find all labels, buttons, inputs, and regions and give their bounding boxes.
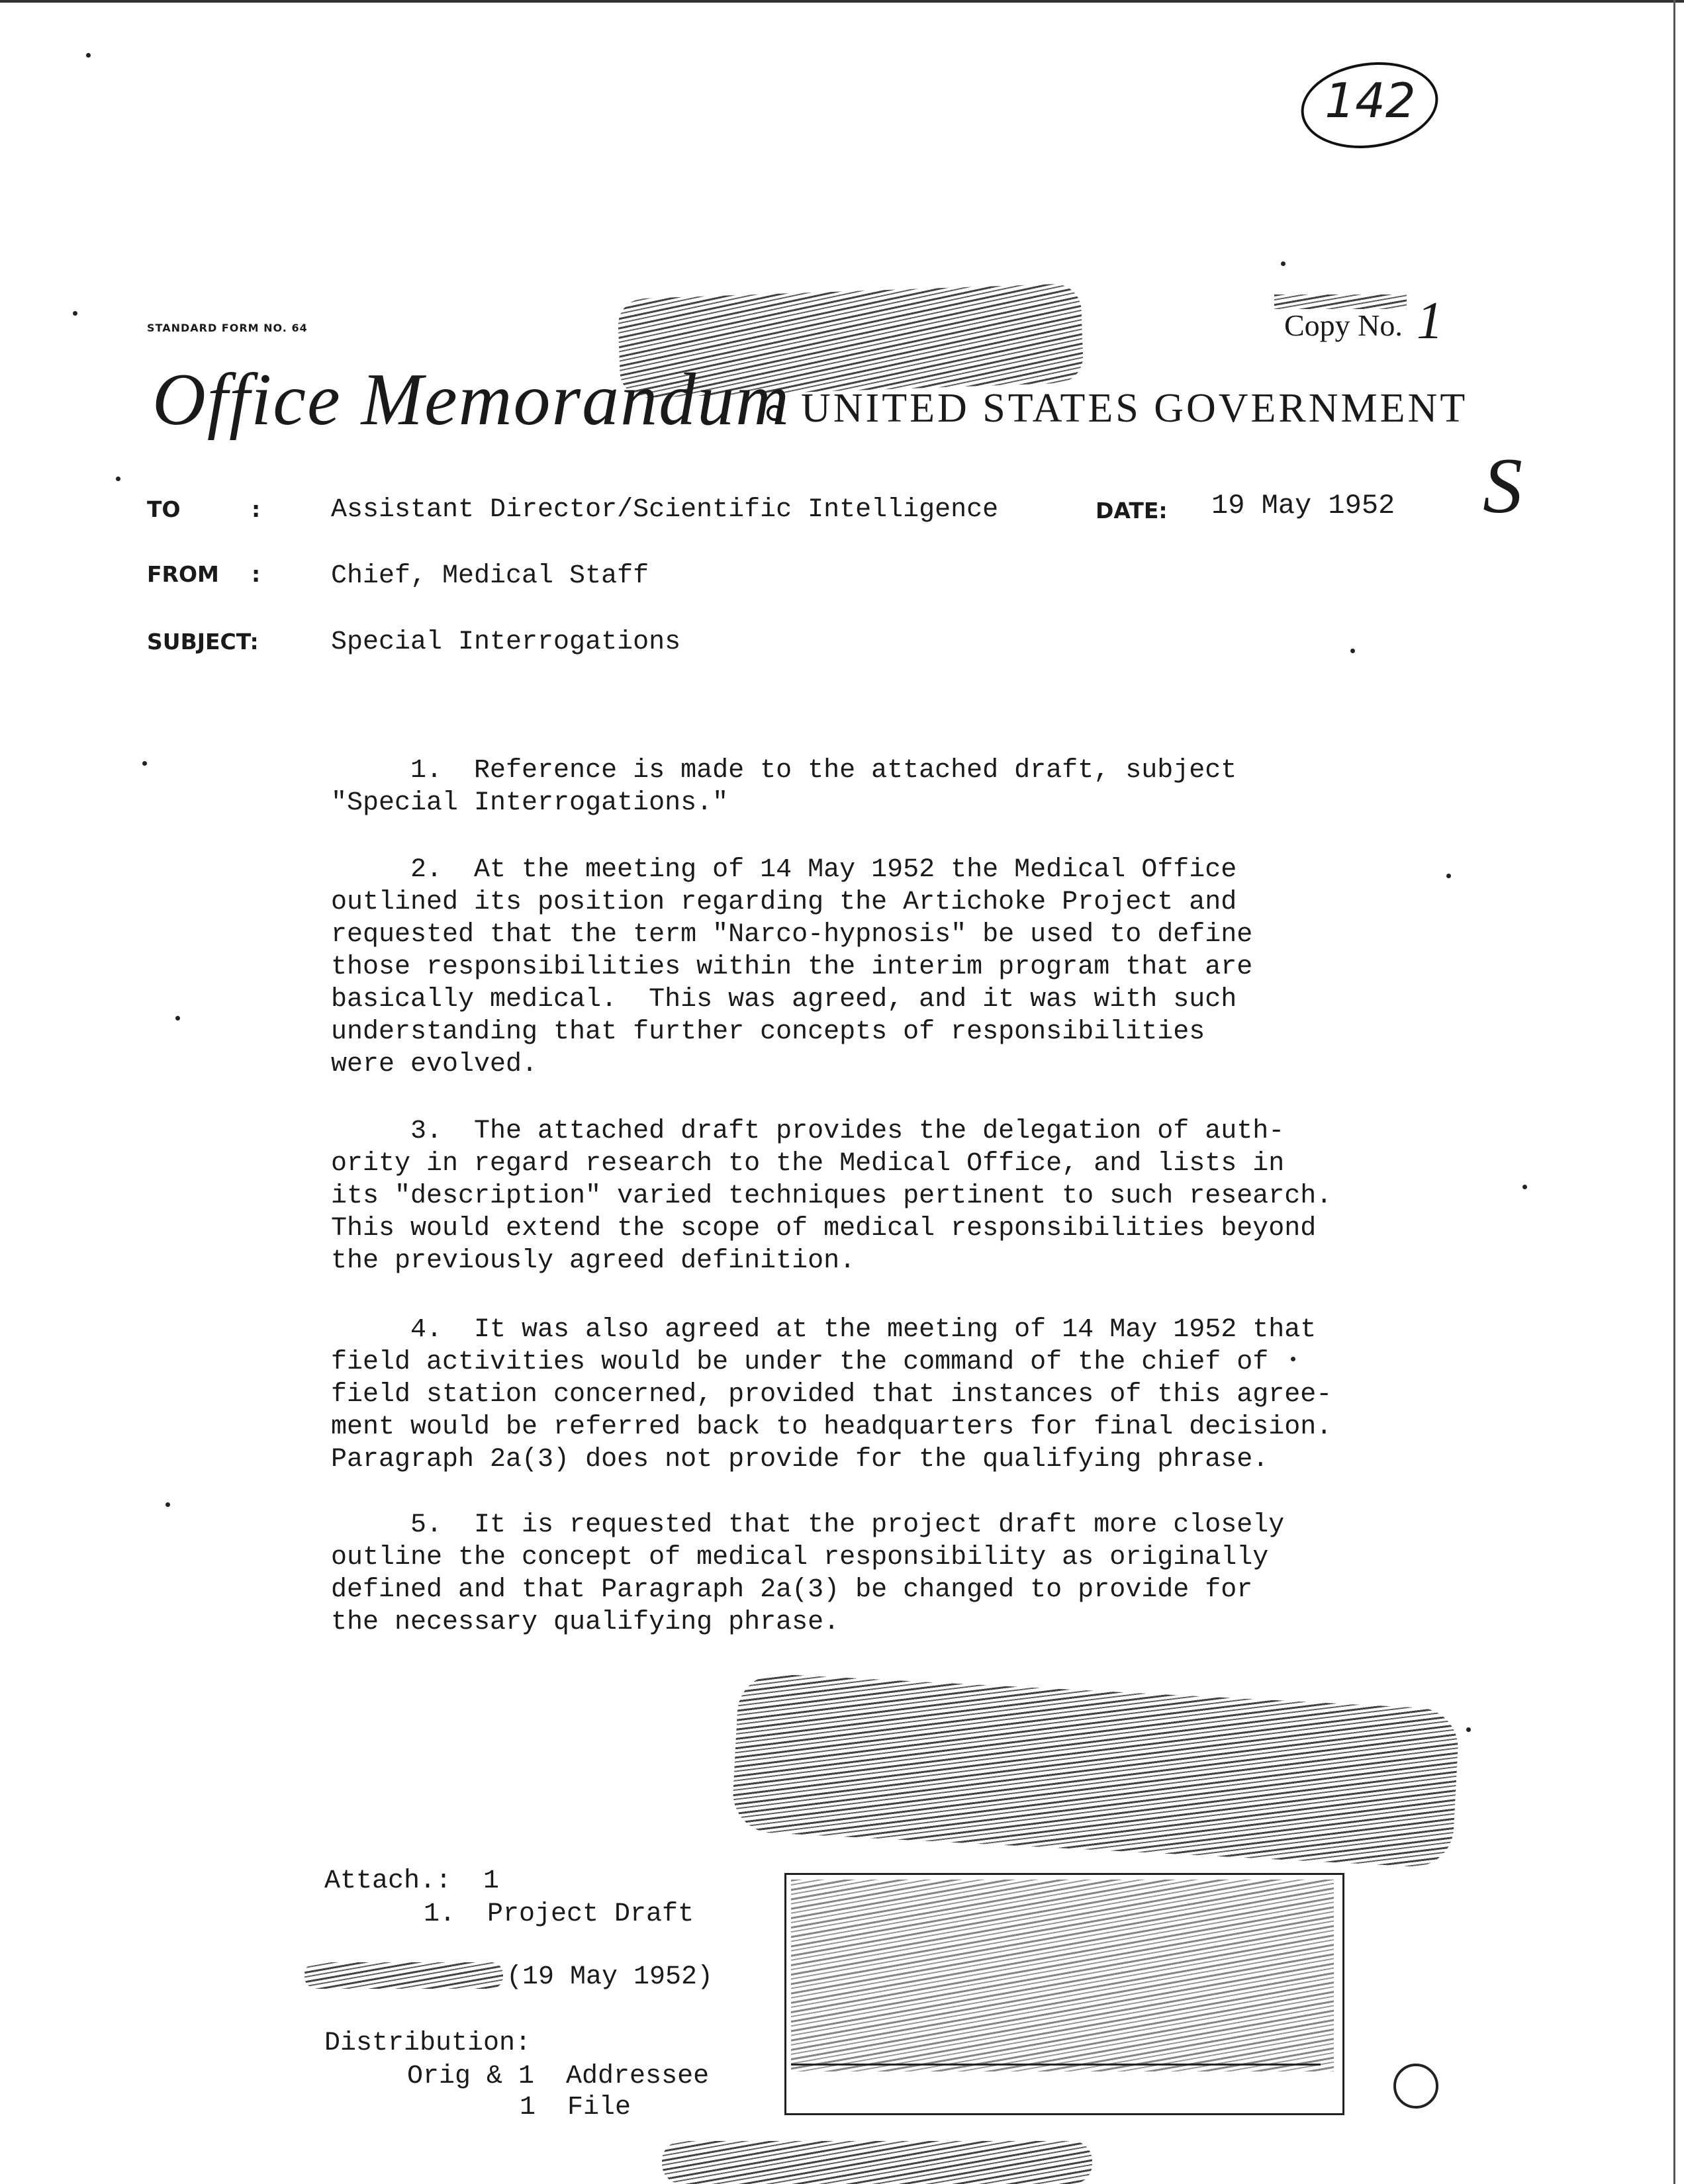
from-value: Chief, Medical Staff — [331, 561, 649, 591]
side-mark: S — [1483, 441, 1522, 529]
scan-speck — [1446, 874, 1451, 878]
subject-label: SUBJECT: — [147, 629, 259, 655]
scan-speck — [1291, 1357, 1295, 1361]
scan-speck — [1466, 1727, 1471, 1732]
redaction-bottom — [662, 2141, 1092, 2184]
stamp-rule — [791, 2064, 1321, 2066]
hand-circle-mark — [1393, 2064, 1438, 2109]
right-border-line — [1673, 0, 1675, 2184]
scan-speck — [86, 53, 91, 58]
memo-title-government: UNITED STATES GOVERNMENT — [801, 386, 1468, 431]
redaction-signature — [731, 1672, 1460, 1869]
scan-speck — [165, 1502, 170, 1507]
attach-item: 1. Project Draft — [424, 1899, 694, 1929]
date-value: 19 May 1952 — [1211, 490, 1395, 522]
paragraph-5: 5. It is requested that the project draft more closely outline the concept of medical responsibility as originally defined and that Paragraph 2a(3) be changed to provide for the necessary qualifying phrase. — [331, 1510, 1285, 1637]
distribution-label: Distribution: — [324, 2028, 532, 2058]
copy-label: Copy No. — [1284, 308, 1403, 342]
distribution-line-1: Orig & 1 Addressee — [407, 2062, 710, 2091]
form-number: STANDARD FORM NO. 64 — [147, 322, 308, 334]
redaction-copy — [1274, 295, 1407, 309]
title-bullet — [767, 405, 782, 421]
page-number: 142 — [1325, 73, 1416, 128]
scan-speck — [142, 761, 147, 766]
subject-value: Special Interrogations — [331, 627, 681, 657]
attach-line: Attach.: 1 — [324, 1866, 500, 1896]
scan-speck — [1522, 1185, 1527, 1189]
from-label: FROM — [147, 561, 219, 587]
paragraph-2: 2. At the meeting of 14 May 1952 the Medical Office outlined its position regarding the Artichoke Project and requested that the term "Narco-hypnosis" be used to define those responsibilities within the interim program that are basically medical. This was agreed, and it was with such understanding that further concepts of responsibilities were evolved. — [331, 855, 1253, 1079]
copy-number: 1 — [1417, 292, 1443, 350]
scan-speck — [1281, 261, 1286, 266]
from-colon: : — [252, 561, 261, 587]
attach-date: (19 May 1952) — [506, 1962, 714, 1992]
top-border-line — [0, 0, 1684, 3]
scan-speck — [73, 311, 77, 316]
to-colon: : — [252, 496, 261, 522]
to-value: Assistant Director/Scientific Intelligence — [331, 495, 999, 525]
date-label: DATE: — [1096, 498, 1168, 523]
scan-speck — [1350, 649, 1355, 653]
memo-title-script: Office Memorandum — [152, 359, 791, 441]
distribution-line-2: 1 File — [520, 2093, 632, 2122]
scan-speck — [175, 1016, 180, 1021]
to-label: TO — [147, 496, 181, 522]
paragraph-4: 4. It was also agreed at the meeting of 14 May 1952 that field activities would be under the command of the chief of field station concerned, provided that instances of this agree- ment would be referred back to headquarters for final decision. Paragraph 2a(3) does not provide for the qualifying phrase. — [331, 1315, 1333, 1475]
scan-speck — [116, 477, 120, 481]
redaction-date-prefix — [304, 1962, 503, 1989]
paragraph-1: 1. Reference is made to the attached draft, subject "Special Interrogations." — [331, 756, 1237, 818]
paragraph-3: 3. The attached draft provides the delegation of auth- ority in regard research to the Medical Office, and lists in its "description" varied techniques pertinent to such research. This would extend the scope of medical responsibilities beyond the previously agreed definition. — [331, 1116, 1333, 1276]
redaction-stamp — [791, 1880, 1334, 2071]
